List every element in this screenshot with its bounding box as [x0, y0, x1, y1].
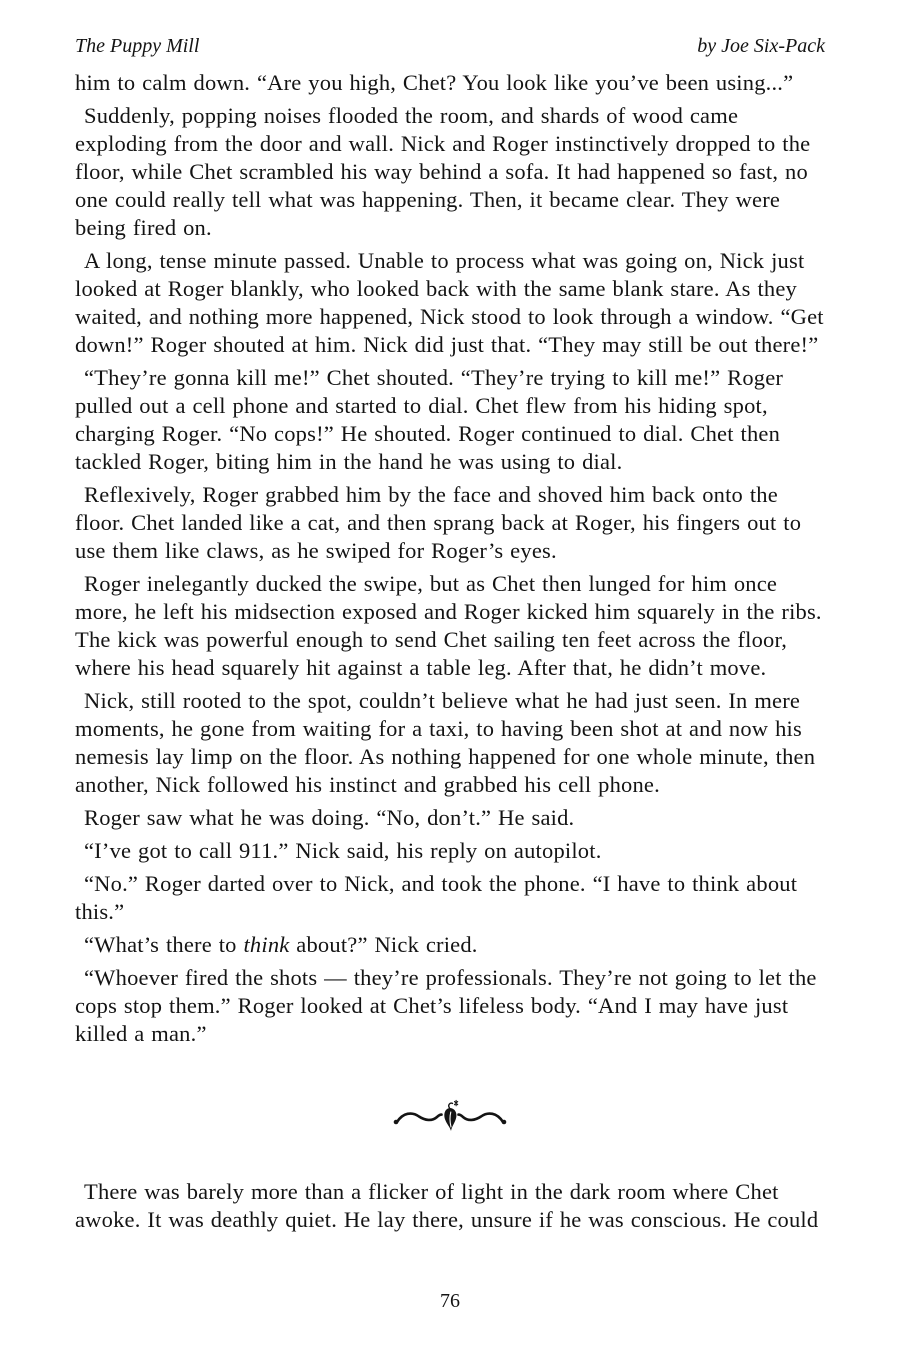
text-segment: A long, tense minute passed. Unable to process what was going on, Nick just looked at Roger blankly, who looked back with the same blank stare. As they waited, and nothing more happened, Nick stood to look through a window. “Get down!” Roger shouted at him. Nick did just that. “They may still be out there!” — [75, 248, 824, 357]
text-segment: Reflexively, Roger grabbed him by the face and shoved him back onto the floor. Chet landed like a cat, and then sprang back at Roger, his fingers out to use them like claws, as he swiped for Roger’s eyes. — [75, 482, 802, 563]
paragraph — [75, 804, 825, 832]
text-segment: There was barely more than a flicker of light in the dark room where Chet awoke. It was deathly quiet. He lay there, unsure if he was conscious. He could — [75, 1179, 819, 1232]
running-header — [75, 34, 825, 58]
page-number: 76 — [440, 1290, 460, 1312]
paragraph — [75, 870, 825, 926]
emphasized-text: think — [243, 932, 290, 957]
paragraph — [75, 837, 825, 865]
text-segment: “No.” Roger darted over to Nick, and took the phone. “I have to think about this.” — [75, 871, 798, 924]
text-segment: “They’re gonna kill me!” Chet shouted. “They’re trying to kill me!” Roger pulled out a cell phone and started to dial. Chet flew from his hiding spot, charging Roger. “No cops!” He shouted. Roger continued to dial. Chet then tackled Roger, biting him in the hand he was using to dial. — [75, 365, 784, 474]
text-segment: Roger saw what he was doing. “No, don’t.” He said. — [84, 805, 575, 830]
text-segment: “Whoever fired the shots — they’re professionals. They’re not going to let the cops stop them.” Roger looked at Chet’s lifeless body. “And I may have just killed a man.” — [75, 965, 817, 1046]
text-segment: “What’s there to — [84, 932, 244, 957]
text-segment: Roger inelegantly ducked the swipe, but as Chet then lunged for him once more, he left his midsection exposed and Roger kicked him squarely in the ribs. The kick was powerful enough to send Chet sailing ten feet across the floor, where his head squarely hit against a table leg. After that, he didn’t move. — [75, 571, 822, 680]
paragraph — [75, 964, 825, 1048]
paragraph — [75, 69, 825, 97]
paragraph — [75, 481, 825, 565]
scene-break-ornament-icon — [390, 1097, 510, 1137]
text-segment: about?” Nick cried. — [289, 932, 478, 957]
paragraph — [75, 1178, 825, 1234]
paragraph — [75, 364, 825, 476]
book-title: The Puppy Mill — [75, 35, 200, 57]
body-text — [75, 69, 825, 1048]
text-segment: him to calm down. “Are you high, Chet? You look like you’ve been using...” — [75, 70, 794, 95]
book-author: by Joe Six-Pack — [697, 35, 825, 57]
after-break-text — [75, 1178, 825, 1234]
text-segment: Nick, still rooted to the spot, couldn’t believe what he had just seen. In mere moments, he gone from waiting for a taxi, to having been shot at and now his nemesis lay limp on the floor. As nothing happened for one whole minute, then another, Nick followed his instinct and grabbed his cell phone. — [75, 688, 816, 797]
paragraph — [75, 570, 825, 682]
text-segment: “I’ve got to call 911.” Nick said, his reply on autopilot. — [84, 838, 602, 863]
text-segment: Suddenly, popping noises flooded the room, and shards of wood came exploding from the door and wall. Nick and Roger instinctively dropped to the floor, while Chet scrambled his way behind a sofa. It had happened so fast, no one could really tell what was happening. Then, it became clear. They were being fired on. — [75, 103, 811, 240]
paragraph — [75, 102, 825, 242]
scene-break — [75, 1097, 825, 1137]
paragraph — [75, 247, 825, 359]
paragraph — [75, 931, 825, 959]
paragraph — [75, 687, 825, 799]
